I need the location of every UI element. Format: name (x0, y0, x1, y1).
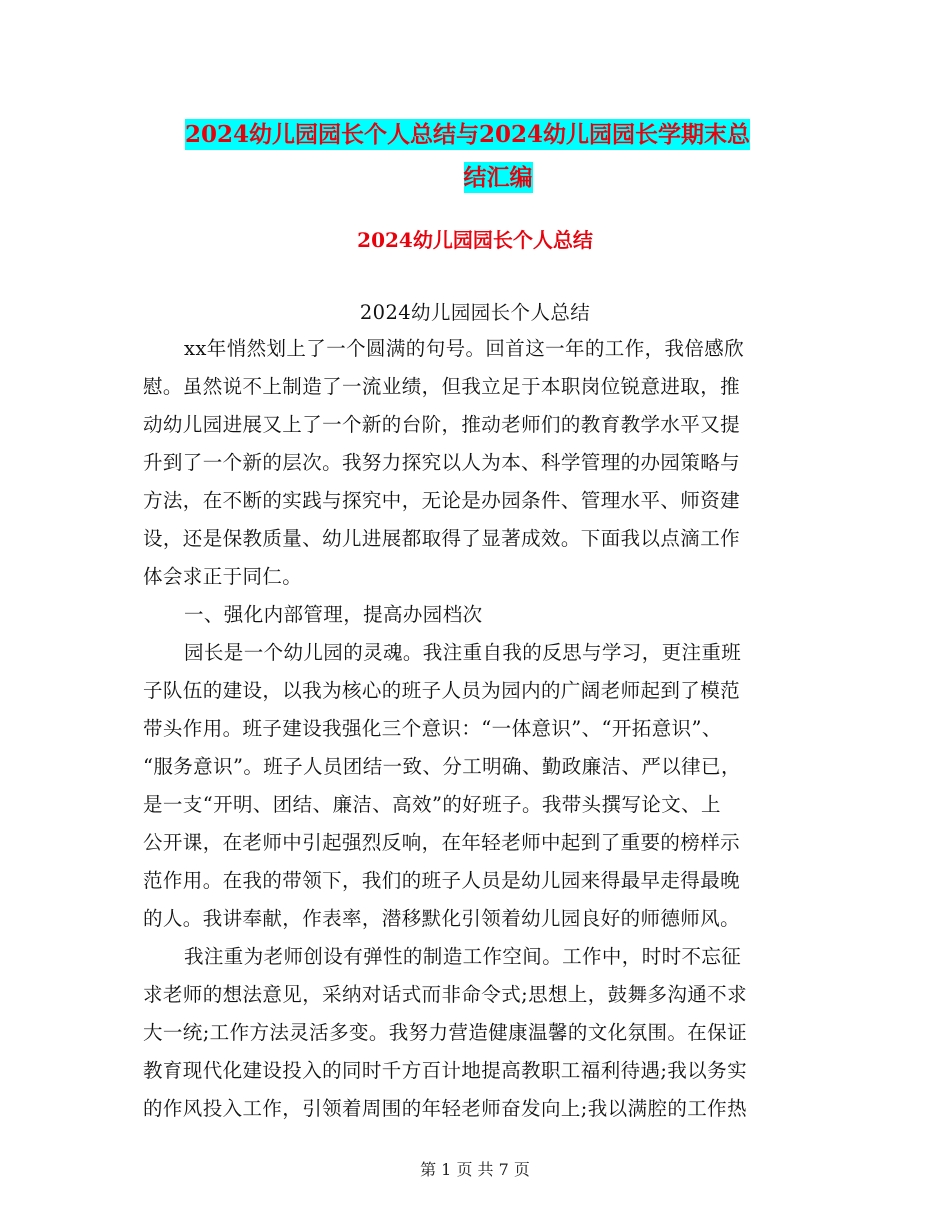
text-line: 范作用。在我的带领下，我们的班子人员是幼儿园来得最早走得最晚 (143, 869, 741, 892)
text-line: 设，还是保教质量、幼儿进展都取得了显著成效。下面我以点滴工作 (143, 527, 741, 550)
document-title-line-2 (185, 159, 811, 192)
document-title-line-1 (185, 116, 811, 149)
text-line: 子队伍的建设，以我为核心的班子人员为园内的广阔老师起到了模范 (143, 679, 741, 702)
text-line: 教育现代化建设投入的同时千方百计地提高教职工福利待遇;我以务实 (143, 1059, 747, 1082)
text-line: 大一统;工作方法灵活多变。我努力营造健康温馨的文化氛围。在保证 (143, 1021, 747, 1044)
page-footer: 第 1 页 共 7 页 (420, 1160, 530, 1179)
text-line: 升到了一个新的层次。我努力探究以人为本、科学管理的办园策略与 (143, 451, 741, 474)
text-line: 的作风投入工作，引领着周围的年轻老师奋发向上;我以满腔的工作热 (143, 1097, 747, 1120)
title-highlight: 2024幼儿园园长个人总结与2024幼儿园园长学期末总 (185, 121, 751, 148)
text-line: xx年悄然划上了一个圆满的句号。回首这一年的工作，我倍感欣 (184, 337, 745, 360)
text-line: 的人。我讲奉献，作表率，潜移默化引领着幼儿园良好的师德师风。 (143, 907, 741, 930)
text-line: “服务意识”。班子人员团结一致、分工明确、勤政廉洁、严以律已， (143, 755, 741, 778)
text-line: 动幼儿园进展又上了一个新的台阶，推动老师们的教育教学水平又提 (143, 413, 741, 436)
section-heading: 2024幼儿园园长个人总结 (357, 228, 593, 252)
text-line: 是一支“开明、团结、廉洁、高效”的好班子。我带头撰写论文、上 (143, 793, 721, 816)
text-line: 园长是一个幼儿园的灵魂。我注重自我的反思与学习，更注重班 (184, 641, 742, 664)
article-body (143, 330, 807, 1128)
section-subheading: 一、强化内部管理，提高办园档次 (184, 603, 483, 626)
title-highlight: 结汇编 (463, 164, 533, 191)
text-line: 体会求正于同仁。 (143, 565, 303, 588)
text-line: 求老师的想法意见，采纳对话式而非命令式;思想上，鼓舞多沟通不求 (143, 983, 747, 1006)
text-line: 公开课，在老师中引起强烈反响，在年轻老师中起到了重要的榜样示 (143, 831, 741, 854)
text-line: 带头作用。班子建设我强化三个意识：“一体意识”、“开拓意识”、 (143, 717, 722, 740)
text-line: 方法，在不断的实践与探究中，无论是办园条件、管理水平、师资建 (143, 489, 741, 512)
text-line: 慰。虽然说不上制造了一流业绩，但我立足于本职岗位锐意进取，推 (143, 375, 741, 398)
article-subtitle: 2024幼儿园园长个人总结 (359, 301, 591, 324)
text-line: 我注重为老师创设有弹性的制造工作空间。工作中，时时不忘征 (184, 945, 742, 968)
